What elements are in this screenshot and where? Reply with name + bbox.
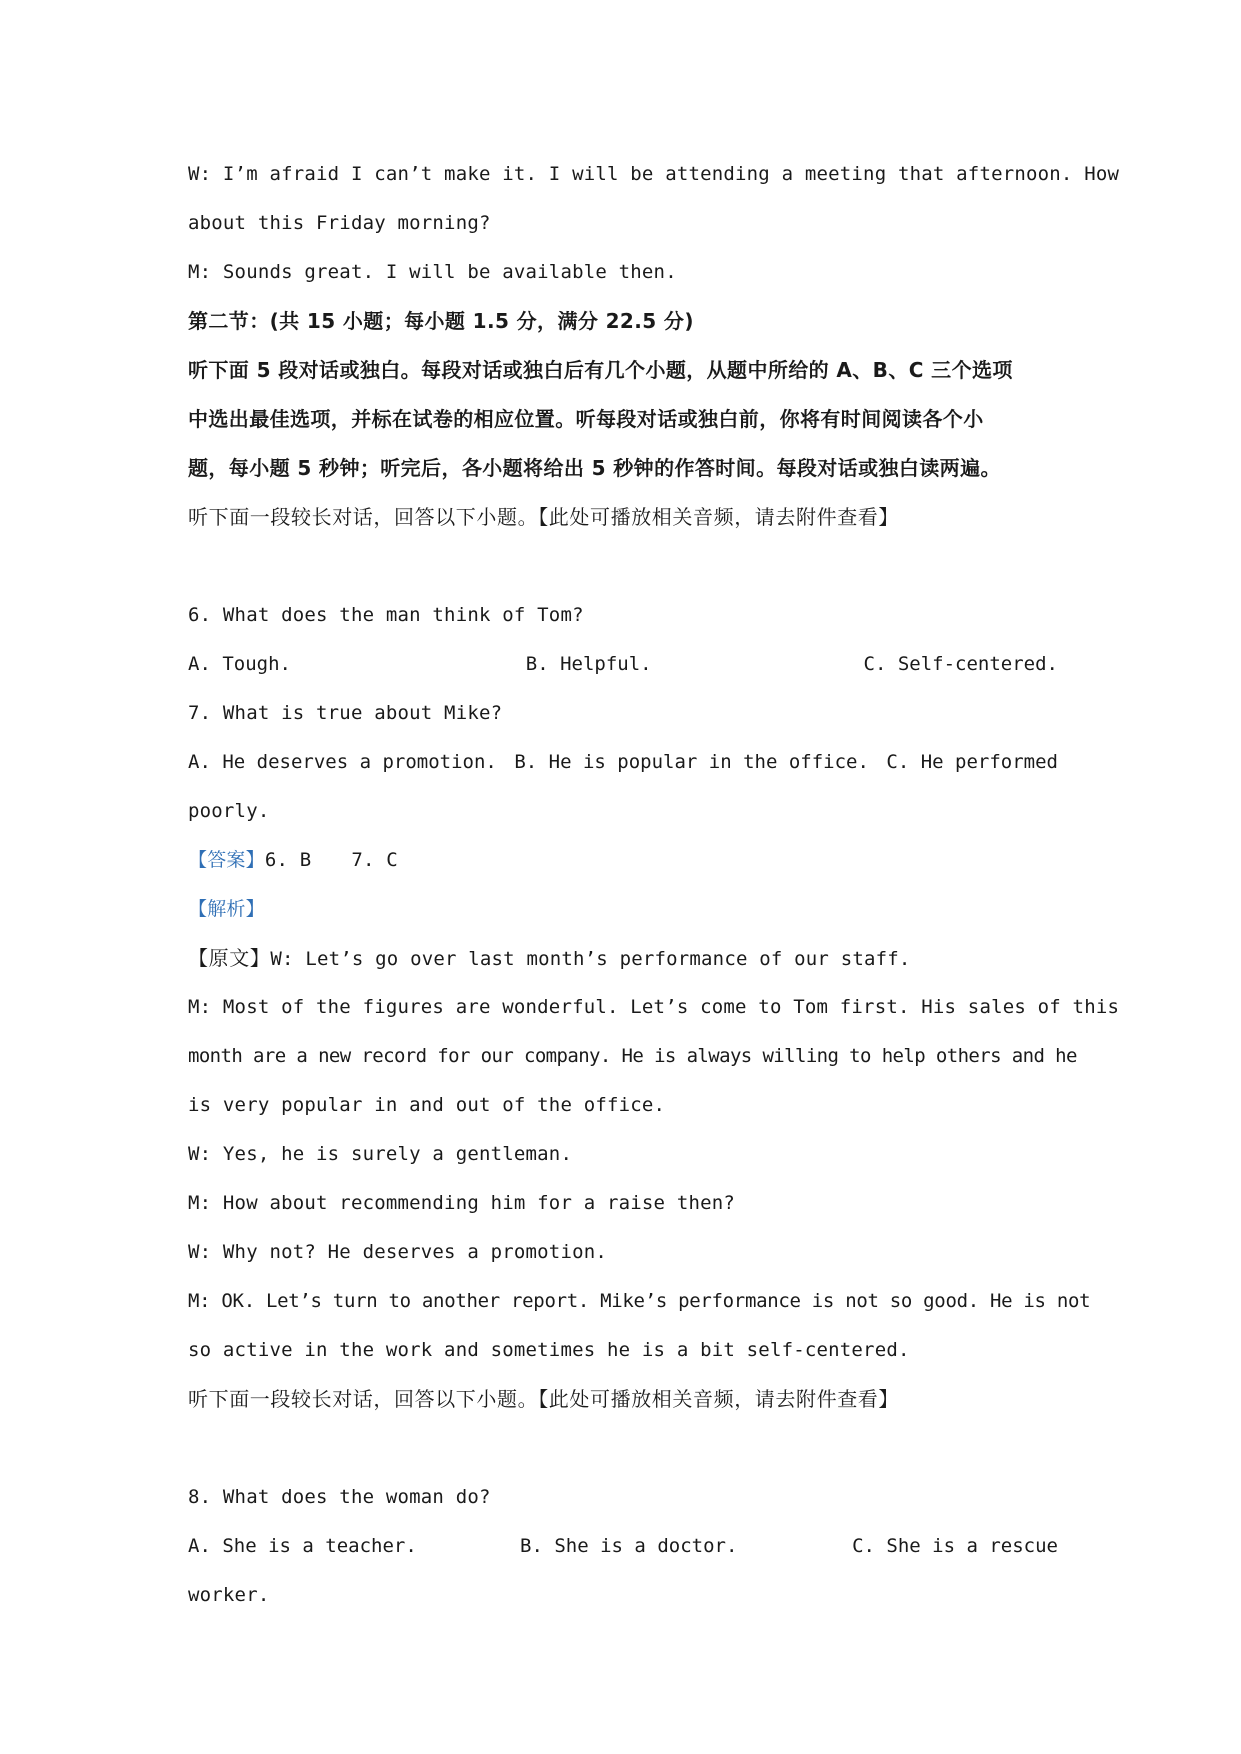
question-8-options [188, 1522, 1058, 1571]
q7-option-b: B. He is popular in the office. [514, 751, 869, 773]
transcript-m2: M: How about recommending him for a raise then? [188, 1192, 736, 1214]
section-instruction-line2: 中选出最佳选项，并标在试卷的相应位置。听每段对话或独白前，你将有时间阅读各个小 [188, 407, 984, 431]
dialogue-w1-line2: about this Friday morning? [188, 212, 491, 234]
question-8: 8. What does the woman do? [188, 1486, 491, 1508]
transcript-label: 【原文】 [188, 946, 271, 970]
q8-option-c: C. She is a rescue [852, 1535, 1058, 1557]
dialogue-w1-line1: W: I’m afraid I can’t make it. I will be attending a meeting that afternoon. How [188, 163, 1120, 185]
transcript-m3-line2: so active in the work and sometimes he is a bit self-centered. [188, 1339, 910, 1361]
question-6-options [188, 640, 1058, 689]
transcript-m1-line1: M: Most of the figures are wonderful. Let’s come to Tom first. His sales of this [188, 996, 1120, 1018]
q7-option-c-continued: poorly. [188, 800, 270, 822]
answer-line [188, 836, 1058, 885]
transcript-m1-line2: month are a new record for our company. He is always willing to help others and he [188, 1045, 1077, 1067]
transcript-w1-text: W: Let’s go over last month’s performance of our staff. [270, 948, 911, 970]
transcript-w3: W: Why not? He deserves a promotion. [188, 1241, 608, 1263]
transcript-m3-line1: M: OK. Let’s turn to another report. Mike’s performance is not so good. He is not [188, 1290, 1091, 1312]
analysis-label: 【解析】 [188, 898, 265, 920]
listening-prompt-2: 听下面一段较长对话，回答以下小题。【此处可播放相关音频，请去附件查看】 [188, 1387, 899, 1411]
blank-space-2 [188, 1424, 1058, 1473]
transcript-w1 [188, 934, 1058, 983]
q8-option-b: B. She is a doctor. [520, 1535, 738, 1557]
document-page [188, 150, 1120, 1620]
question-7: 7. What is true about Mike? [188, 702, 503, 724]
transcript-m1-line3: is very popular in and out of the office. [188, 1094, 666, 1116]
q7-option-a: A. He deserves a promotion. [188, 751, 497, 773]
q8-option-c-continued: worker. [188, 1584, 270, 1606]
blank-space [188, 542, 1058, 591]
answer-label: 【答案】 [188, 849, 265, 871]
q7-option-c: C. He performed [886, 751, 1058, 773]
q6-option-a: A. Tough. [188, 653, 291, 675]
section-instruction-line3: 题，每小题 5 秒钟；听完后，各小题将给出 5 秒钟的作答时间。每段对话或独白读两遍。 [188, 456, 1001, 480]
section-title: 第二节：(共 15 小题；每小题 1.5 分，满分 22.5 分) [188, 309, 694, 333]
q8-option-a: A. She is a teacher. [188, 1535, 417, 1557]
answer-q7: 7. C [351, 849, 398, 871]
q6-option-b: B. Helpful. [525, 653, 652, 675]
question-7-options [188, 738, 1058, 787]
section-instruction-line1: 听下面 5 段对话或独白。每段对话或独白后有几个小题，从题中所给的 A、B、C 三个选项 [188, 358, 1013, 382]
listening-prompt: 听下面一段较长对话，回答以下小题。【此处可播放相关音频，请去附件查看】 [188, 505, 899, 529]
answer-q6: 6. B [264, 849, 312, 871]
question-6: 6. What does the man think of Tom? [188, 604, 584, 626]
transcript-w2: W: Yes, he is surely a gentleman. [188, 1143, 573, 1165]
dialogue-m1: M: Sounds great. I will be available then. [188, 261, 677, 283]
q6-option-c: C. Self-centered. [863, 653, 1058, 675]
